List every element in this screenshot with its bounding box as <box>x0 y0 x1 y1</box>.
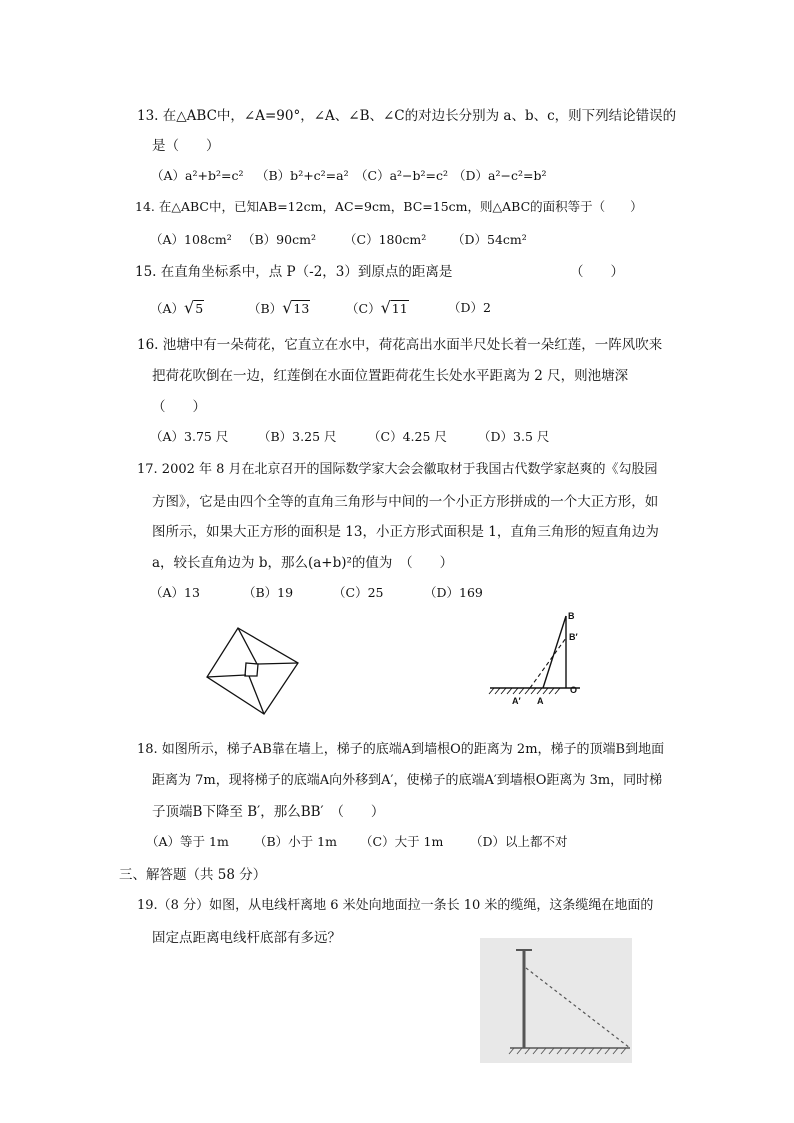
q18-stem-line2: 距离为 7m，现将梯子的底端A向外移到A′，使梯子的底端A′到墙根O距离为 3m，同时梯 <box>152 773 663 788</box>
label-b-prime: B′ <box>569 632 578 642</box>
q13-stem-line2: 是（ ） <box>152 138 220 154</box>
triangle-edge <box>258 663 298 664</box>
q14-stem: 14. 在△ABC中，已知AB=12cm，AC=9cm，BC=15cm，则△ABC的面积等于（ ） <box>135 199 643 214</box>
q14-option-d: （D）54cm² <box>452 232 527 247</box>
q15-option-a-radicand: 5 <box>195 301 204 316</box>
q18-option-c: （C）大于 1m <box>360 834 444 849</box>
q15-option-b-label: （B） <box>248 301 283 316</box>
q14-option-c: （C）180cm² <box>344 232 427 247</box>
sqrt-sign: √ <box>282 298 293 317</box>
q18-stem-line1: 18. 如图所示，梯子AB靠在墙上，梯子的底端A到墙根O的距离为 2m，梯子的顶端B到地面 <box>137 742 665 757</box>
q17-stem-line2: 方图》，它是由四个全等的直角三角形与中间的一个小正方形拼成的一个大正方形，如 <box>152 494 659 510</box>
q13-option-a: （A）a²+b²=c² <box>151 168 244 183</box>
q19-stem-line2: 固定点距离电线杆底部有多远？ <box>152 930 341 946</box>
label-a-prime: A′ <box>512 696 521 706</box>
q17-option-a: （A）13 <box>150 585 200 600</box>
outer-square <box>207 628 298 714</box>
q15-option-a-label: （A） <box>150 301 185 316</box>
q13-option-b: （B）b²+c²=a² <box>256 168 349 183</box>
utility-pole-figure <box>480 938 632 1063</box>
sqrt-sign: √ <box>380 298 391 317</box>
ladder-figure <box>482 608 592 710</box>
q17-option-c: （C）25 <box>333 585 384 600</box>
q16-stem-line3: （ ） <box>152 399 206 415</box>
q15-stem: 15. 在直角坐标系中，点 P（-2，3）到原点的距离是 <box>135 264 453 280</box>
q15-option-c-radicand: 11 <box>391 301 408 316</box>
q15-option-c-label: （C） <box>346 301 381 316</box>
q15-bracket: （ ） <box>570 264 624 280</box>
inner-square <box>245 663 258 676</box>
label-b: B <box>568 611 575 621</box>
q15-option-b <box>248 298 310 317</box>
q14-option-a: （A）108cm² <box>150 232 232 247</box>
q18-option-d: （D）以上都不对 <box>470 834 568 849</box>
q17-stem-line3: 图所示，如果大正方形的面积是 13，小正方形式面积是 1，直角三角形的短直角边为 <box>152 524 659 540</box>
q16-option-d: （D）3.5 尺 <box>478 429 550 444</box>
q17-stem-line4: a，较长直角边为 b，那么(a+b)²的值为 （ ） <box>152 555 454 571</box>
q16-option-c: （C）4.25 尺 <box>368 429 447 444</box>
q18-option-b: （B）小于 1m <box>254 834 337 849</box>
q17-option-b: （B）19 <box>243 585 294 600</box>
sqrt-sign: √ <box>184 298 195 317</box>
triangle-edge <box>249 676 264 714</box>
label-a: A <box>537 696 544 706</box>
q16-stem-line2: 把荷花吹倒在一边，红莲倒在水面位置距荷花生长处水平距离为 2 尺，则池塘深 <box>152 368 629 384</box>
ground-hatching <box>489 688 560 694</box>
q15-option-b-radicand: 13 <box>293 301 310 316</box>
q16-option-b: （B）3.25 尺 <box>258 429 337 444</box>
q17-option-d: （D）169 <box>424 585 483 600</box>
zhao-shuang-square-figure <box>200 620 310 720</box>
q15-option-c <box>346 298 409 317</box>
q14-option-b: （B）90cm² <box>242 232 316 247</box>
q17-stem-line1: 17. 2002 年 8 月在北京召开的国际数学家大会会徽取材于我国古代数学家赵爽的《勾股园 <box>137 462 658 477</box>
triangle-edge <box>207 675 246 677</box>
q15-option-d: （D）2 <box>448 300 491 315</box>
photo-background <box>480 938 632 1063</box>
q19-stem-line1: 19.（8 分）如图，从电线杆离地 6 米处向地面拉一条长 10 米的缆绳，这条缆绳在地面的 <box>137 898 654 913</box>
ladder-ab <box>543 616 566 688</box>
q16-stem-line1: 16. 池塘中有一朵荷花，它直立在水中，荷花高出水面半尺处长着一朵红莲，一阵风吹来 <box>137 337 663 353</box>
q16-option-a: （A）3.75 尺 <box>150 429 229 444</box>
label-o: O <box>570 685 578 695</box>
q18-stem-line3: 子顶端B下降至 B′，那么BB′ （ ） <box>152 804 385 820</box>
q13-option-c: （C）a²−b²=c² <box>355 168 448 183</box>
q18-option-a: （A）等于 1m <box>146 834 229 849</box>
q13-stem-line1: 13. 在△ABC中，∠A=90°，∠A、∠B、∠C的对边长分别为 a、b、c，则下列结论错误的 <box>137 108 677 124</box>
ladder-apbp <box>530 638 566 688</box>
q13-option-d: （D）a²−c²=b² <box>453 168 547 183</box>
q15-option-a <box>150 298 204 317</box>
section3-title: 三、解答题（共 58 分） <box>119 867 267 883</box>
